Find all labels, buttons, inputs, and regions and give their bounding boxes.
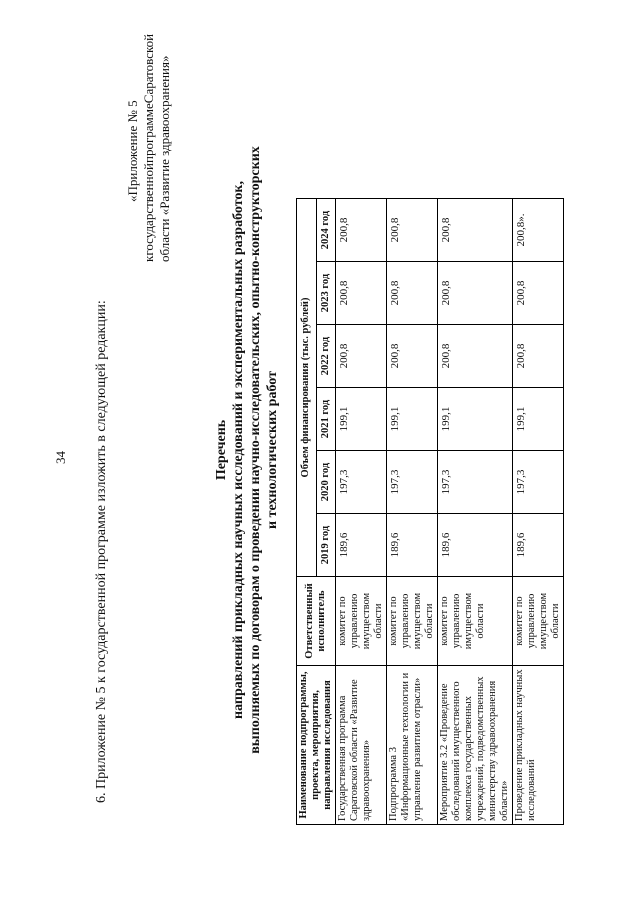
row-value: 200,8 (513, 325, 564, 388)
page-number: 34 (53, 451, 68, 464)
header-funding: Объем финансирования (тыс. рублей) (297, 199, 317, 577)
header-year: 2023 год (316, 262, 336, 325)
appendix-number: «Приложение № 5 (125, 100, 140, 202)
row-value: 197,3 (336, 451, 387, 514)
header-executor: Ответственный исполнитель (297, 577, 336, 666)
row-name: Подпрограмма 3 «Информационные технологии и управление развитием отрасли» (387, 666, 438, 825)
header-year: 2024 год (316, 199, 336, 262)
row-value: 199,1 (438, 388, 513, 451)
table-row (336, 199, 387, 825)
row-value: 189,6 (438, 514, 513, 577)
row-value: 200,8 (513, 262, 564, 325)
header-year: 2021 год (316, 388, 336, 451)
title-line: Перечень (214, 419, 229, 481)
appendix-word: к (141, 255, 156, 262)
appendix-reference-line (141, 33, 157, 262)
table-header-row (297, 199, 317, 825)
appendix-word: Саратовской (141, 33, 156, 104)
appendix-program-name: области «Развитие здравоохранения» (157, 55, 172, 262)
title-line: и технологических работ (265, 371, 280, 529)
title-line: направлений прикладных научных исследований и экспериментальных разработок, (231, 181, 246, 719)
row-value: 189,6 (336, 514, 387, 577)
row-value: 197,3 (387, 451, 438, 514)
row-value: 200,8 (336, 325, 387, 388)
header-name: Наименование подпрограммы, проекта, мероприятия, направления исследования (297, 666, 336, 825)
appendix-heading (125, 33, 173, 262)
row-executor: комитет по управлению имуществом области (336, 577, 387, 666)
appendix-word: программе (141, 103, 156, 164)
row-value: 200,8 (438, 325, 513, 388)
row-value: 200,8 (438, 199, 513, 262)
row-name: Государственная программа Саратовской области «Развитие здравоохранения» (336, 666, 387, 825)
header-year: 2020 год (316, 451, 336, 514)
funding-table (296, 198, 564, 825)
header-year: 2022 год (316, 325, 336, 388)
row-value: 199,1 (336, 388, 387, 451)
row-executor: комитет по управлению имуществом области (438, 577, 513, 666)
row-value: 197,3 (438, 451, 513, 514)
row-name: Проведение прикладных научных исследований (513, 666, 564, 825)
table-row (438, 199, 513, 825)
intro-paragraph: 6. Приложение № 5 к государственной программе изложить в следующей редакции: (94, 300, 109, 803)
document-title (213, 145, 281, 755)
row-executor: комитет по управлению имуществом области (513, 577, 564, 666)
row-executor: комитет по управлению имуществом области (387, 577, 438, 666)
row-value: 200,8 (387, 199, 438, 262)
row-value: 200,8». (513, 199, 564, 262)
row-name: Мероприятие 3.2 «Проведение обследований имущественного комплекса государственных учреждений, подведомственных министерству здравоохранения области» (438, 666, 513, 825)
header-year: 2019 год (316, 514, 336, 577)
row-value: 189,6 (387, 514, 438, 577)
row-value: 200,8 (336, 199, 387, 262)
row-value: 200,8 (438, 262, 513, 325)
row-value: 189,6 (513, 514, 564, 577)
title-line: выполняемых по договорам о проведении научно-исследовательских, опытно-конструкторских (248, 146, 263, 754)
row-value: 199,1 (387, 388, 438, 451)
row-value: 197,3 (513, 451, 564, 514)
table-row (387, 199, 438, 825)
appendix-word: государственной (141, 163, 156, 256)
row-value: 199,1 (513, 388, 564, 451)
table-row (513, 199, 564, 825)
row-value: 200,8 (387, 325, 438, 388)
row-value: 200,8 (387, 262, 438, 325)
row-value: 200,8 (336, 262, 387, 325)
